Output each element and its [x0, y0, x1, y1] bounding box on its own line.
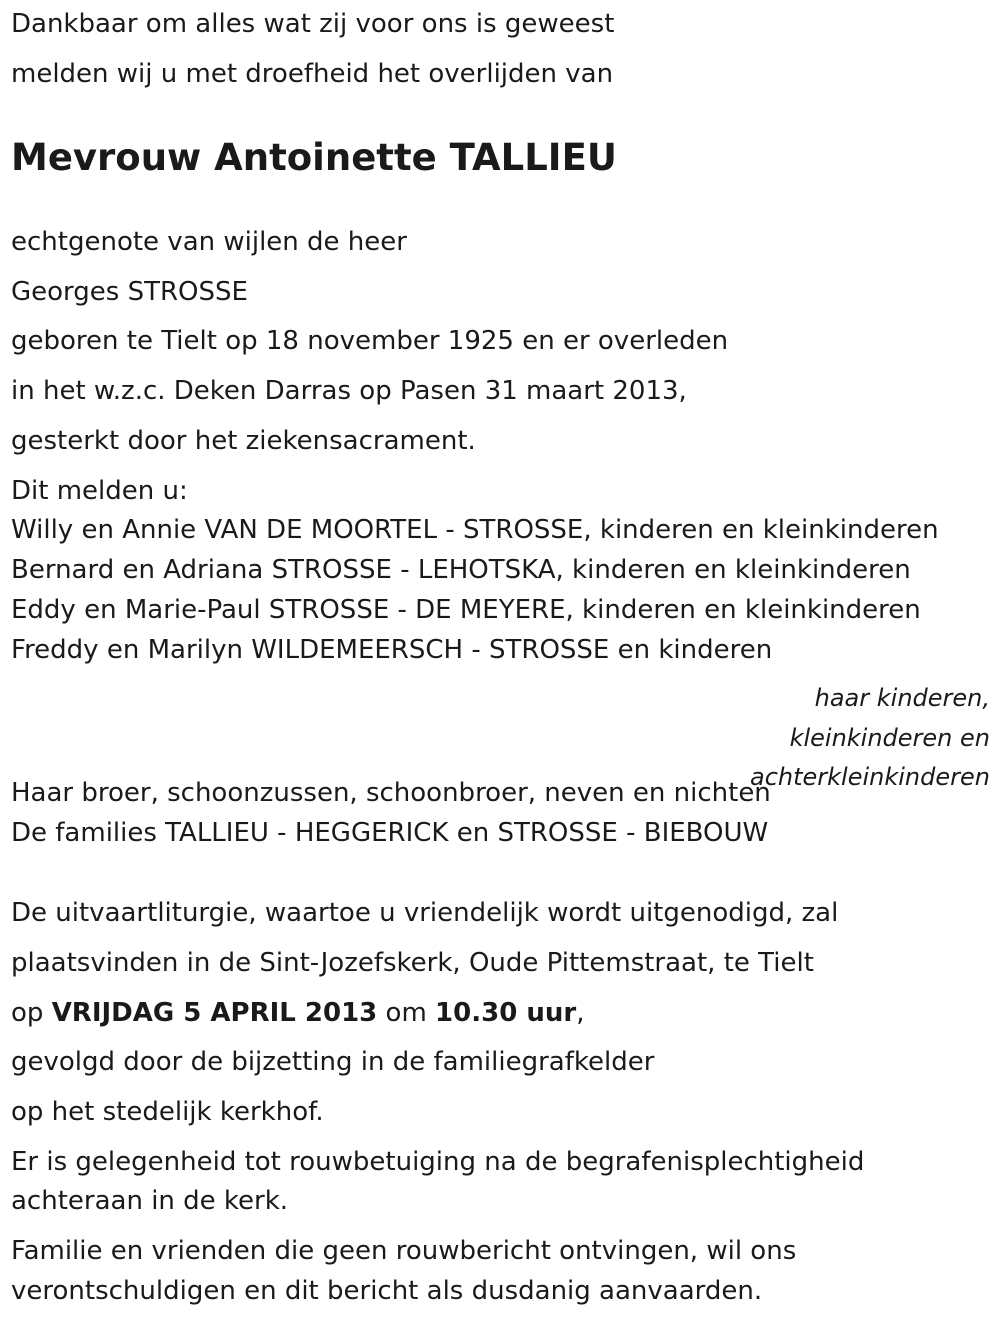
death-place-line: in het w.z.c. Deken Darras op Pasen 31 maart 2013,	[11, 376, 687, 406]
funeral-date: VRIJDAG 5 APRIL 2013	[51, 998, 378, 1028]
announce-line: Dit melden u:	[11, 476, 188, 506]
funeral-line-2: plaatsvinden in de Sint-Jozefskerk, Oude Pittemstraat, te Tielt	[11, 948, 814, 978]
time-prefix: om	[377, 998, 436, 1028]
sacrament-line: gesterkt door het ziekensacrament.	[11, 426, 476, 456]
deceased-name: Mevrouw Antoinette TALLIEU	[11, 136, 617, 179]
intro-line-1: Dankbaar om alles wat zij voor ons is geweest	[11, 9, 615, 39]
birth-death-line: geboren te Tielt op 18 november 1925 en er overleden	[11, 326, 729, 356]
time-suffix: ,	[576, 998, 585, 1028]
relatives-line: Haar broer, schoonzussen, schoonbroer, neven en nichten	[11, 778, 771, 808]
funeral-line-5: op het stedelijk kerkhof.	[11, 1097, 324, 1127]
spouse-name: Georges STROSSE	[11, 277, 248, 307]
spouse-intro: echtgenote van wijlen de heer	[11, 227, 407, 257]
condolence-line-2: achteraan in de kerk.	[11, 1186, 289, 1216]
family-member-1: Willy en Annie VAN DE MOORTEL - STROSSE, kinderen en kleinkinderen	[11, 515, 939, 545]
intro-line-2: melden wij u met droefheid het overlijden van	[11, 59, 614, 89]
descendants-line-2: kleinkinderen en	[789, 724, 990, 752]
apology-line-2: verontschuldigen en dit bericht als dusdanig aanvaarden.	[11, 1276, 763, 1306]
family-member-2: Bernard en Adriana STROSSE - LEHOTSKA, kinderen en kleinkinderen	[11, 555, 911, 585]
funeral-time: 10.30 uur	[435, 998, 577, 1028]
family-member-4: Freddy en Marilyn WILDEMEERSCH - STROSSE en kinderen	[11, 635, 773, 665]
funeral-line-4: gevolgd door de bijzetting in de familiegrafkelder	[11, 1047, 655, 1077]
date-prefix: op	[11, 998, 52, 1028]
families-line: De families TALLIEU - HEGGERICK en STROSSE - BIEBOUW	[11, 818, 769, 848]
family-member-3: Eddy en Marie-Paul STROSSE - DE MEYERE, kinderen en kleinkinderen	[11, 595, 921, 625]
funeral-line-1: De uitvaartliturgie, waartoe u vriendelijk wordt uitgenodigd, zal	[11, 898, 839, 928]
descendants-line-1: haar kinderen,	[814, 684, 990, 712]
condolence-line-1: Er is gelegenheid tot rouwbetuiging na de begrafenisplechtigheid	[11, 1147, 865, 1177]
funeral-date-line	[11, 1000, 584, 1026]
apology-line-1: Familie en vrienden die geen rouwbericht ontvingen, wil ons	[11, 1236, 797, 1266]
descendants-line-3: achterkleinkinderen	[750, 763, 990, 791]
